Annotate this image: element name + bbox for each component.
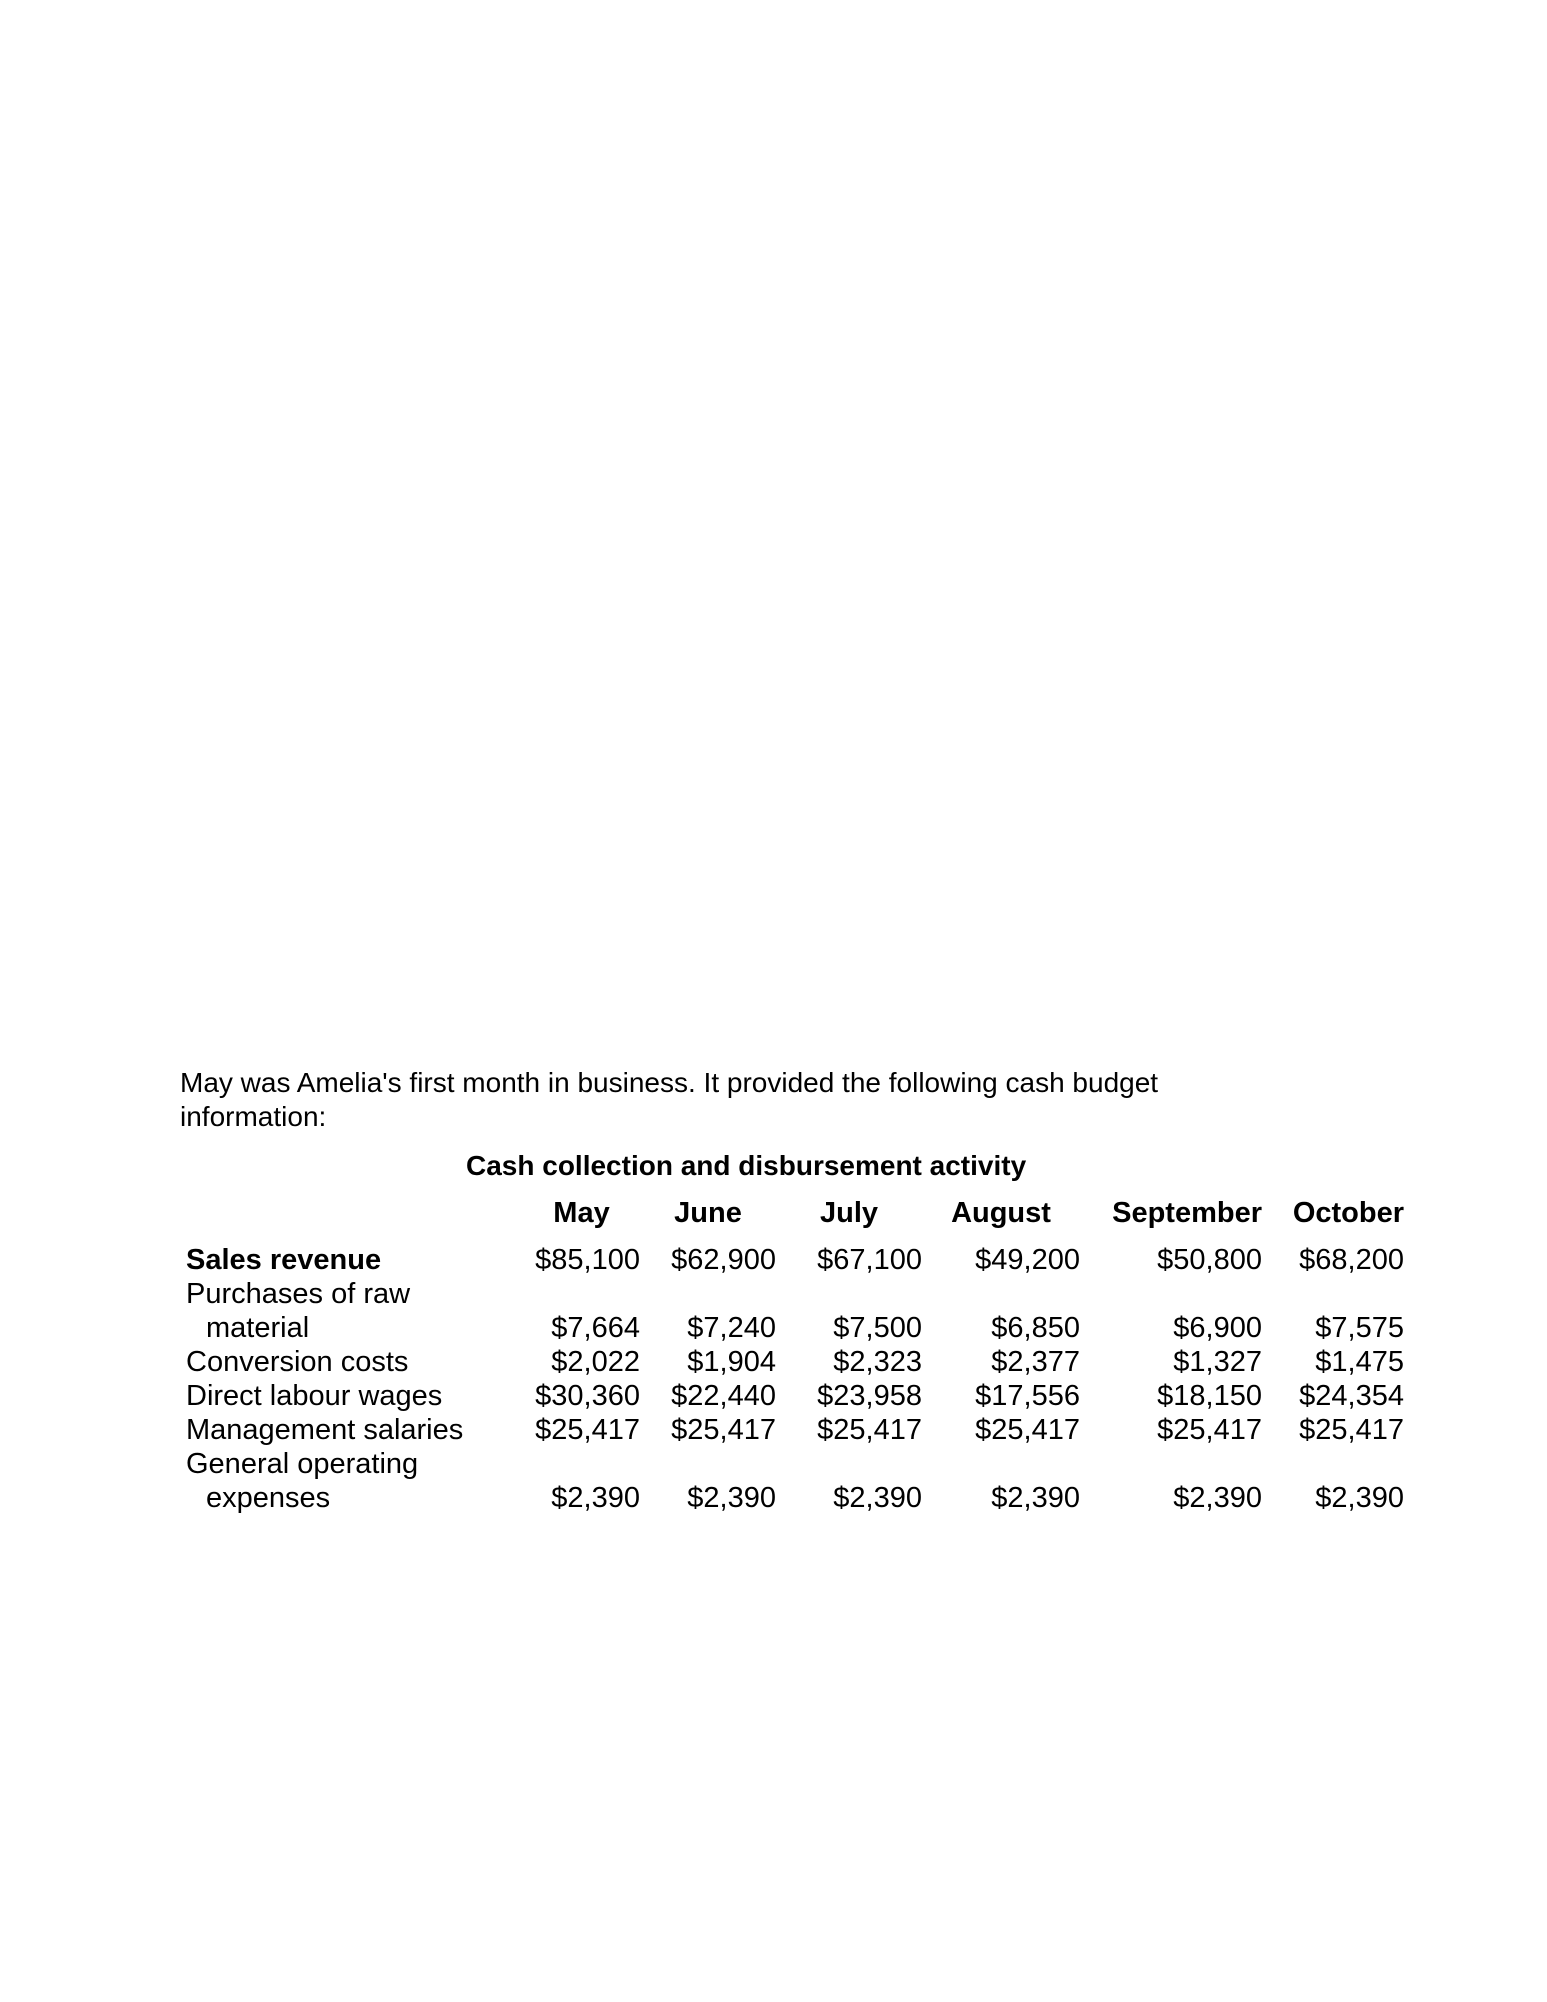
cell-value: $2,390: [687, 1482, 776, 1514]
cell-value: $18,150: [1157, 1380, 1262, 1412]
cell-value: $49,200: [975, 1244, 1080, 1276]
header-row: [186, 1196, 1404, 1243]
cell-value: $50,800: [1157, 1244, 1262, 1276]
cell-value: $7,664: [551, 1312, 640, 1344]
cell-value: $7,500: [833, 1312, 922, 1344]
cell-value: $2,022: [551, 1346, 640, 1378]
header-june: June: [674, 1197, 742, 1229]
cell-value: $25,417: [1299, 1414, 1404, 1446]
cell-value: $25,417: [671, 1414, 776, 1446]
cell-value: $6,850: [991, 1312, 1080, 1344]
cell-value: $1,475: [1315, 1346, 1404, 1378]
cell-value: $2,390: [1173, 1482, 1262, 1514]
cell-value: $2,390: [1315, 1482, 1404, 1514]
cell-value: $25,417: [817, 1414, 922, 1446]
row-label: Conversion costs: [186, 1346, 409, 1378]
cell-value: $25,417: [1157, 1414, 1262, 1446]
header-blank: [186, 1196, 523, 1243]
cell-value: $85,100: [535, 1244, 640, 1276]
cell-value: $68,200: [1299, 1244, 1404, 1276]
row-label-line-2: material: [206, 1312, 310, 1344]
cash-budget-table: [186, 1196, 1404, 1515]
row-label: [186, 1447, 523, 1515]
table-title: Cash collection and disbursement activity: [466, 1150, 1027, 1181]
cell-value: $25,417: [975, 1414, 1080, 1446]
cell-value: $2,377: [991, 1346, 1080, 1378]
cell-value: $67,100: [817, 1244, 922, 1276]
header-july: July: [819, 1197, 879, 1229]
cell-value: $62,900: [671, 1244, 776, 1276]
row-management-salaries: [186, 1413, 1404, 1447]
row-label-line-1: Purchases of raw: [186, 1278, 411, 1310]
cell-value: $1,904: [687, 1346, 776, 1378]
row-label-line-1: General operating: [186, 1448, 419, 1480]
header-october: October: [1292, 1197, 1404, 1229]
cell-value: $7,575: [1315, 1312, 1404, 1344]
row-label: Sales revenue: [186, 1244, 382, 1276]
row-purchases-raw-material: [186, 1277, 1404, 1345]
row-label: Direct labour wages: [186, 1380, 443, 1412]
row-label: Management salaries: [186, 1414, 464, 1446]
cell-value: $2,323: [833, 1346, 922, 1378]
cell-value: $23,958: [817, 1380, 922, 1412]
cell-value: $25,417: [535, 1414, 640, 1446]
intro-line-2: information:: [180, 1101, 327, 1132]
header-august: August: [951, 1197, 1051, 1229]
row-direct-labour-wages: [186, 1379, 1404, 1413]
cell-value: $1,327: [1173, 1346, 1262, 1378]
intro-line-1: May was Amelia's first month in business. It provided the following cash budget: [180, 1067, 1159, 1098]
cell-value: $17,556: [975, 1380, 1080, 1412]
header-september: September: [1112, 1197, 1262, 1229]
row-conversion-costs: [186, 1345, 1404, 1379]
row-label: [186, 1277, 523, 1345]
cell-value: $30,360: [535, 1380, 640, 1412]
row-general-operating-expenses: [186, 1447, 1404, 1515]
cell-value: $7,240: [687, 1312, 776, 1344]
cell-value: $2,390: [551, 1482, 640, 1514]
cell-value: $22,440: [671, 1380, 776, 1412]
header-may: May: [553, 1197, 610, 1229]
cell-value: $6,900: [1173, 1312, 1262, 1344]
cell-value: $24,354: [1299, 1380, 1404, 1412]
cell-value: $2,390: [991, 1482, 1080, 1514]
row-label-line-2: expenses: [206, 1482, 331, 1514]
cell-value: $2,390: [833, 1482, 922, 1514]
row-sales-revenue: [186, 1243, 1404, 1277]
intro-paragraph: [180, 1066, 1280, 1134]
